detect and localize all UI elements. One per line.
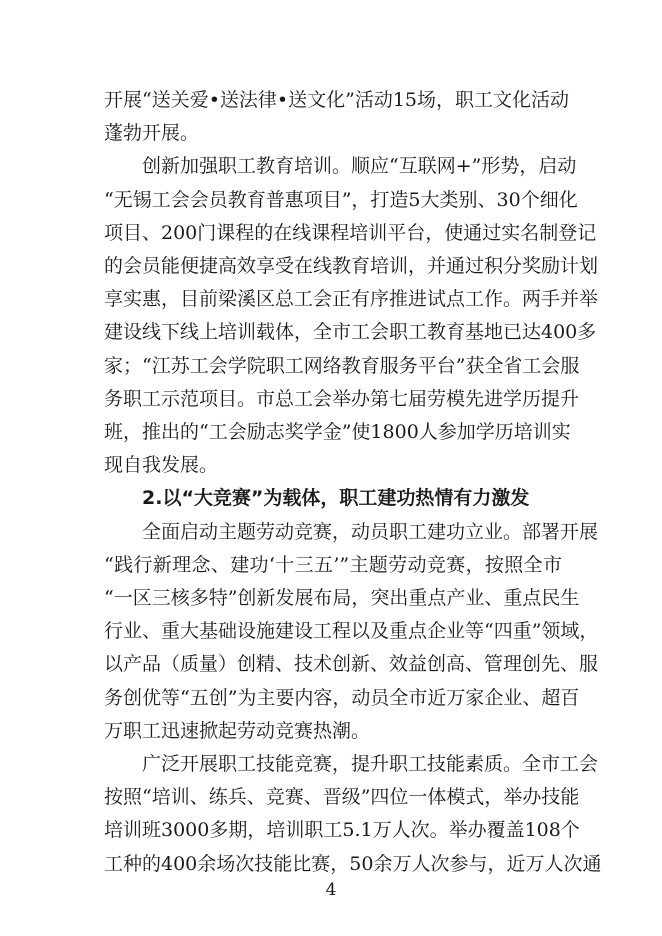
paragraph-line: 广泛开展职工技能竞赛，提升职工技能素质。全市工会: [142, 753, 599, 775]
paragraph-line: 务创优等“五创”为主要内容，动员全市近万家企业、超百: [104, 686, 580, 709]
paragraph-line: 按照“培训、练兵、竞赛、晋级”四位一体模式，举办技能: [104, 786, 580, 809]
paragraph-line: 万职工迅速掀起劳动竞赛热潮。: [104, 719, 371, 742]
paragraph-line: 开展“送关爱•送法律•送文化”活动15场，职工文化活动: [104, 89, 570, 111]
paragraph-line: “践行新理念、建功‘十三五’”主题劳动竞赛，按照全市: [104, 553, 562, 576]
paragraph-line: 项目、200门课程的在线课程培训平台，使通过实名制登记: [104, 221, 597, 244]
paragraph-line: 全面启动主题劳动竞赛，动员职工建功立业。部署开展: [142, 520, 599, 543]
paragraph-line: 的会员能便捷高效享受在线教育培训，并通过积分奖励计划: [104, 255, 599, 277]
paragraph-line: 蓬勃开展。: [104, 122, 200, 145]
paragraph-line: 家；“江苏工会学院职工网络教育服务平台”获全省工会服: [104, 354, 580, 377]
paragraph-line: 现自我发展。: [104, 454, 219, 477]
section-heading: 2.以“大竞赛”为载体，职工建功热情有力激发: [142, 487, 530, 510]
paragraph-line: “一区三核多特”创新发展布局，突出重点产业、重点民生: [104, 587, 580, 609]
paragraph-line: 培训班3000多期，培训职工5.1万人次。举办覆盖108个: [104, 819, 580, 842]
paragraph-line: 建设线下线上培训载体，全市工会职工教育基地已达400多: [104, 321, 597, 344]
paragraph-line: 享实惠，目前梁溪区总工会正有序推进试点工作。两手并举: [104, 288, 599, 311]
paragraph-line: 务职工示范项目。市总工会举办第七届劳模先进学历提升: [104, 387, 580, 410]
paragraph-line: 行业、重大基础设施建设工程以及重点企业等“四重”领域，: [104, 620, 599, 643]
paragraph-line: “无锡工会会员教育普惠项目”，打造5大类别、30个细化: [104, 188, 578, 211]
paragraph-line: 班，推出的“工会励志奖学金”使1800人参加学历培训实: [104, 421, 571, 443]
paragraph-line: 工种的400余场次技能比赛，50余万人次参与，近万人次通: [104, 852, 602, 875]
page-number: 4: [325, 880, 337, 900]
paragraph-line: 以产品（质量）创精、技术创新、效益创高、管理创先、服: [104, 653, 599, 676]
paragraph-line: 创新加强职工教育培训。顺应“互联网+”形势，启动: [142, 155, 577, 178]
